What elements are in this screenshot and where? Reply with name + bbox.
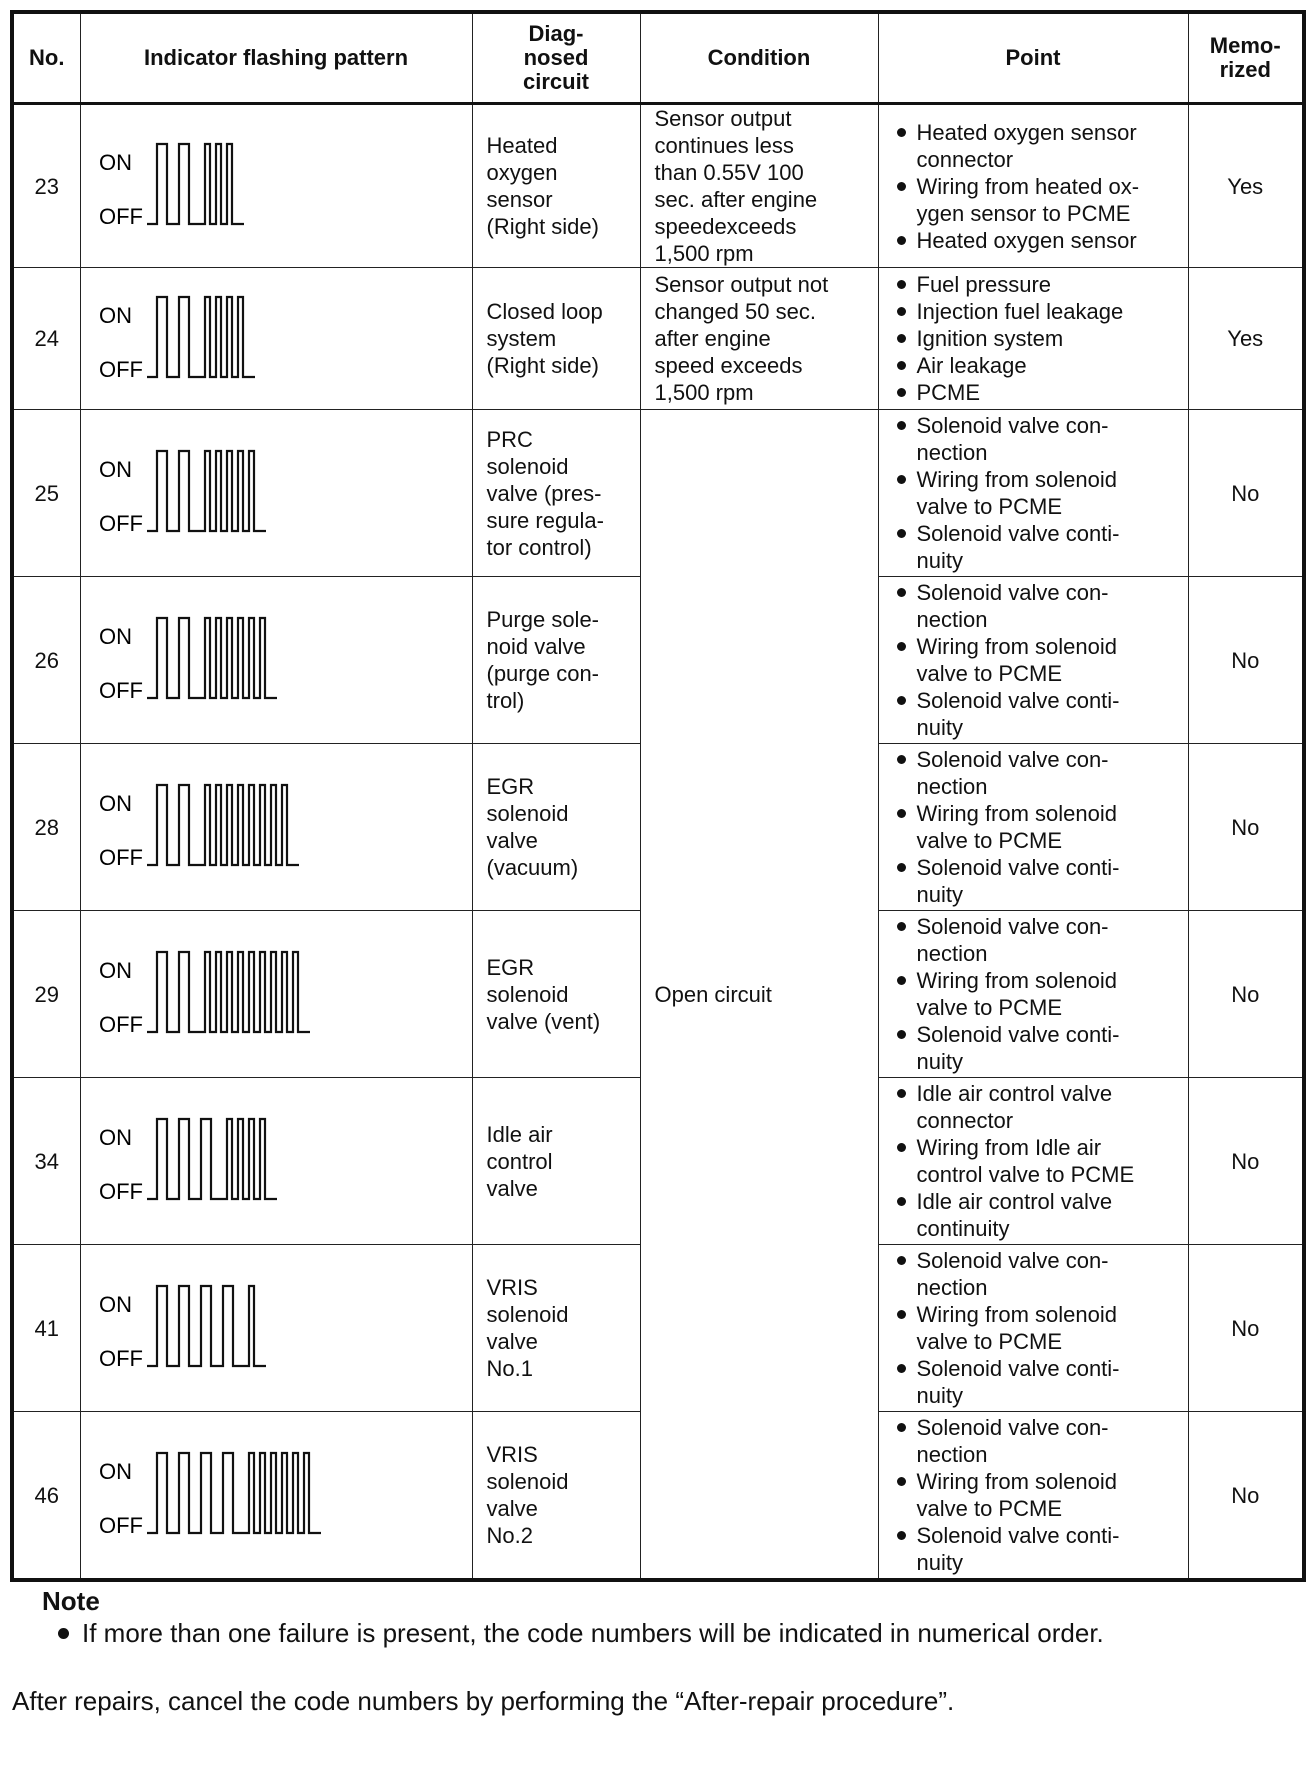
list-item: Injection fuel leakage — [893, 298, 1182, 325]
list-item: Wiring from solenoid valve to PCME — [893, 967, 1182, 1021]
point-list — [893, 1080, 1182, 1242]
list-item: Idle air control valve continuity — [893, 1188, 1182, 1242]
off-label: OFF — [98, 204, 143, 229]
diagnostic-code-table — [10, 10, 1306, 1582]
diagnosed-circuit: VRIS solenoid valve No.1 — [472, 1245, 640, 1412]
pulse-waveform — [147, 1453, 321, 1533]
list-item: Solenoid valve con- nection — [893, 1414, 1182, 1468]
memorized-flag: No — [1188, 1412, 1304, 1581]
on-label: ON — [98, 1292, 132, 1317]
list-item: Solenoid valve con- nection — [893, 579, 1182, 633]
condition: Sensor output continues less than 0.55V 100 sec. after engine speedexceeds 1,500 rpm — [640, 104, 878, 268]
list-item: Solenoid valve conti- nuity — [893, 1522, 1182, 1576]
off-label: OFF — [98, 1346, 143, 1371]
list-item: Wiring from solenoid valve to PCME — [893, 466, 1182, 520]
pulse-waveform — [147, 297, 255, 377]
list-item: Wiring from solenoid valve to PCME — [893, 1468, 1182, 1522]
list-item: Wiring from solenoid valve to PCME — [893, 800, 1182, 854]
flashing-pattern-waveform — [81, 753, 471, 901]
header-condition: Condition — [640, 12, 878, 104]
list-item: Solenoid valve con- nection — [893, 913, 1182, 967]
list-item: Solenoid valve conti- nuity — [893, 1021, 1182, 1075]
list-item: Solenoid valve conti- nuity — [893, 854, 1182, 908]
check-points — [878, 1078, 1188, 1245]
table-header-row — [12, 12, 1304, 104]
header-pattern: Indicator flashing pattern — [80, 12, 472, 104]
check-points — [878, 744, 1188, 911]
on-label: ON — [98, 624, 132, 649]
check-points — [878, 1245, 1188, 1412]
pulse-waveform — [147, 144, 244, 224]
diagnosed-circuit: Closed loop system (Right side) — [472, 268, 640, 410]
list-item: Solenoid valve con- nection — [893, 412, 1182, 466]
on-label: ON — [98, 302, 132, 328]
code-number: 46 — [12, 1412, 80, 1581]
on-label: ON — [98, 1125, 132, 1150]
code-number: 34 — [12, 1078, 80, 1245]
memorized-flag: No — [1188, 1078, 1304, 1245]
code-number: 28 — [12, 744, 80, 911]
list-item: Ignition system — [893, 325, 1182, 352]
pulse-waveform — [147, 785, 299, 865]
off-label: OFF — [98, 1012, 143, 1037]
list-item: Solenoid valve conti- nuity — [893, 1355, 1182, 1409]
point-list — [893, 271, 1182, 406]
flashing-pattern-waveform — [81, 1254, 471, 1402]
memorized-flag: No — [1188, 1245, 1304, 1412]
flashing-pattern — [80, 104, 472, 268]
memorized-flag: No — [1188, 911, 1304, 1078]
list-item: Wiring from Idle air control valve to PCME — [893, 1134, 1182, 1188]
list-item: Wiring from solenoid valve to PCME — [893, 633, 1182, 687]
header-memorized: Memo- rized — [1188, 12, 1304, 104]
diagnosed-circuit: EGR solenoid valve (vacuum) — [472, 744, 640, 911]
off-label: OFF — [98, 356, 143, 382]
point-list — [893, 1247, 1182, 1409]
condition: Sensor output not changed 50 sec. after engine speed exceeds 1,500 rpm — [640, 268, 878, 410]
header-circuit: Diag- nosed circuit — [472, 12, 640, 104]
off-label: OFF — [98, 1179, 143, 1204]
flashing-pattern — [80, 911, 472, 1078]
code-number: 23 — [12, 104, 80, 268]
pulse-waveform — [147, 451, 266, 531]
point-list — [893, 913, 1182, 1075]
pulse-waveform — [147, 618, 277, 698]
list-item: PCME — [893, 379, 1182, 406]
point-list — [893, 119, 1182, 254]
flashing-pattern — [80, 1412, 472, 1581]
on-label: ON — [98, 1459, 132, 1484]
check-points — [878, 268, 1188, 410]
header-no: No. — [12, 12, 80, 104]
flashing-pattern-waveform — [81, 270, 471, 408]
check-points — [878, 1412, 1188, 1581]
list-item: Wiring from heated ox- ygen sensor to PCME — [893, 173, 1182, 227]
on-label: ON — [98, 958, 132, 983]
diagnosed-circuit: PRC solenoid valve (pres- sure regula- tor control) — [472, 410, 640, 577]
code-number: 24 — [12, 268, 80, 410]
diagnosed-circuit: VRIS solenoid valve No.2 — [472, 1412, 640, 1581]
table-row — [12, 410, 1304, 577]
table-row — [12, 268, 1304, 410]
list-item: Wiring from solenoid valve to PCME — [893, 1301, 1182, 1355]
off-label: OFF — [98, 845, 143, 870]
check-points — [878, 410, 1188, 577]
flashing-pattern-waveform — [81, 110, 471, 262]
point-list — [893, 579, 1182, 741]
code-number: 41 — [12, 1245, 80, 1412]
list-item: Fuel pressure — [893, 271, 1182, 298]
list-item: Heated oxygen sensor connector — [893, 119, 1182, 173]
check-points — [878, 104, 1188, 268]
flashing-pattern-waveform — [81, 417, 471, 569]
diagnosed-circuit: Idle air control valve — [472, 1078, 640, 1245]
code-number: 26 — [12, 577, 80, 744]
point-list — [893, 1414, 1182, 1576]
list-item: Solenoid valve con- nection — [893, 746, 1182, 800]
on-label: ON — [98, 457, 132, 482]
list-item: Solenoid valve con- nection — [893, 1247, 1182, 1301]
header-point: Point — [878, 12, 1188, 104]
check-points — [878, 911, 1188, 1078]
note-section — [10, 1586, 1302, 1650]
memorized-flag: Yes — [1188, 268, 1304, 410]
diagnosed-circuit: Purge sole- noid valve (purge con- trol) — [472, 577, 640, 744]
point-list — [893, 746, 1182, 908]
memorized-flag: No — [1188, 577, 1304, 744]
flashing-pattern — [80, 1245, 472, 1412]
table-row — [12, 104, 1304, 268]
note-item: If more than one failure is present, the code numbers will be indicated in numerical order. — [56, 1616, 1302, 1650]
list-item: Heated oxygen sensor — [893, 227, 1182, 254]
flashing-pattern — [80, 1078, 472, 1245]
flashing-pattern-waveform — [81, 919, 471, 1069]
on-label: ON — [98, 150, 132, 175]
diagnosed-circuit: Heated oxygen sensor (Right side) — [472, 104, 640, 268]
on-label: ON — [98, 791, 132, 816]
document — [10, 10, 1302, 1718]
memorized-flag: No — [1188, 744, 1304, 911]
diagnosed-circuit: EGR solenoid valve (vent) — [472, 911, 640, 1078]
code-number: 25 — [12, 410, 80, 577]
list-item: Solenoid valve conti- nuity — [893, 687, 1182, 741]
flashing-pattern — [80, 744, 472, 911]
memorized-flag: Yes — [1188, 104, 1304, 268]
check-points — [878, 577, 1188, 744]
off-label: OFF — [98, 678, 143, 703]
after-repairs-text: After repairs, cancel the code numbers by performing the “After-repair procedure”. — [12, 1686, 955, 1716]
flashing-pattern — [80, 268, 472, 410]
pulse-waveform — [147, 952, 310, 1032]
list-item: Idle air control valve connector — [893, 1080, 1182, 1134]
flashing-pattern-waveform — [81, 585, 471, 735]
pulse-waveform — [147, 1286, 266, 1366]
flashing-pattern-waveform — [81, 1421, 471, 1569]
flashing-pattern-waveform — [81, 1085, 471, 1237]
list-item: Solenoid valve conti- nuity — [893, 520, 1182, 574]
flashing-pattern — [80, 410, 472, 577]
list-item: Air leakage — [893, 352, 1182, 379]
note-title: Note — [42, 1586, 100, 1616]
pulse-waveform — [147, 1119, 277, 1199]
memorized-flag: No — [1188, 410, 1304, 577]
flashing-pattern — [80, 577, 472, 744]
condition-open-circuit: Open circuit — [640, 410, 878, 1581]
off-label: OFF — [98, 1513, 143, 1538]
off-label: OFF — [98, 511, 143, 536]
code-number: 29 — [12, 911, 80, 1078]
point-list — [893, 412, 1182, 574]
